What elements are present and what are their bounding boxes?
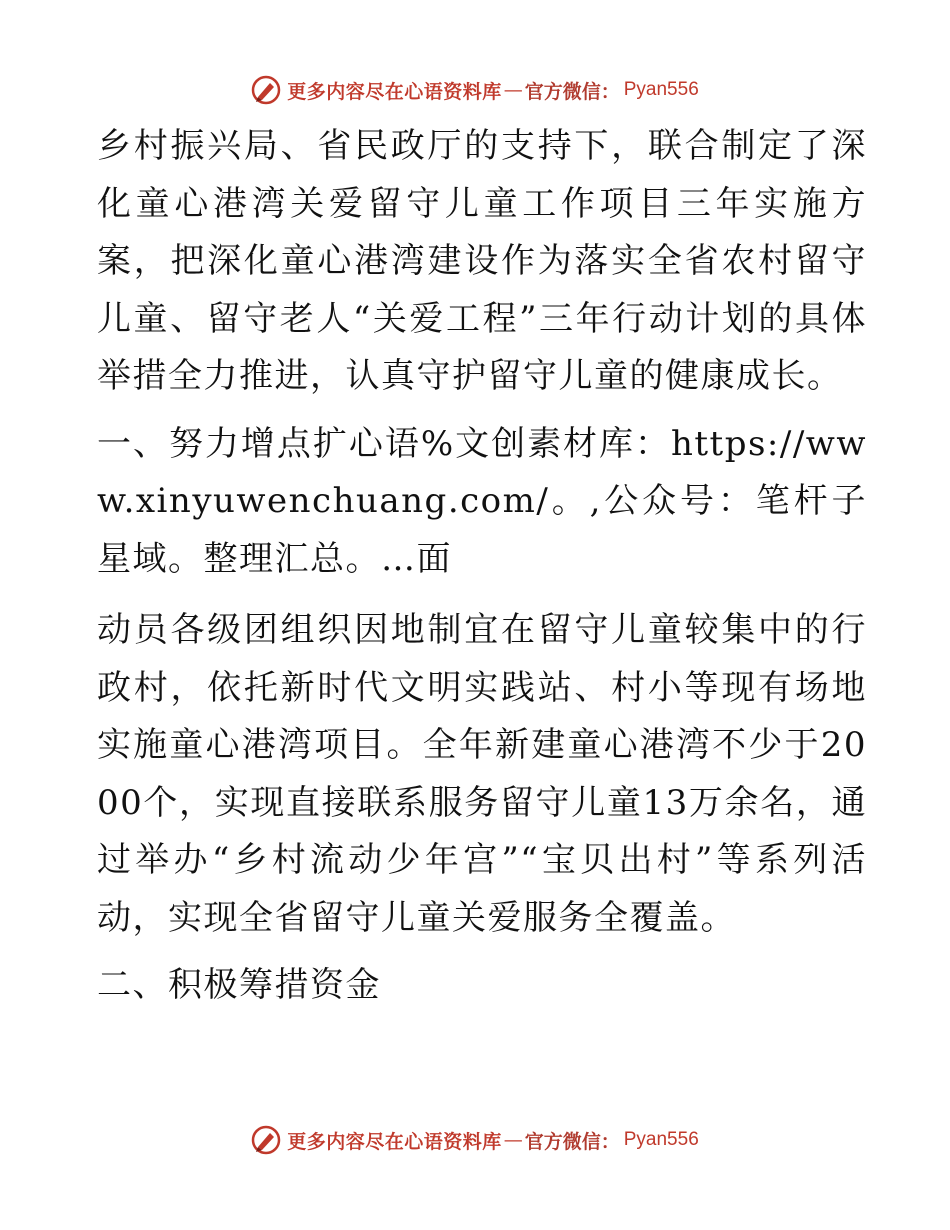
paragraph-section-one: 一、努力增点扩心语%文创素材库：https://www.xinyuwenchuang.com/。,公众号：笔杆子星域。整理汇总。…面: [97, 423, 867, 579]
footer-wechat-id: Pyan556: [623, 1129, 699, 1150]
footer-dash: —: [503, 1129, 523, 1151]
paragraph-intro: 乡村振兴局、省民政厅的支持下，联合制定了深化童心港湾关爱留守儿童工作项目三年实施方案，把深化童心港湾建设作为落实全省农村留守儿童、留守老人“关爱工程”三年行动计划的具体举措全力推进，认真守护留守儿童的健康成长。: [97, 126, 867, 396]
document-body: [97, 118, 867, 1015]
header-wechat-id: Pyan556: [623, 79, 699, 100]
pen-logo-icon: [251, 1125, 281, 1155]
footer-watermark: [0, 1120, 950, 1160]
footer-brand-text: 更多内容尽在心语资料库: [287, 1130, 502, 1153]
header-watermark: [0, 70, 950, 110]
header-dash: —: [503, 79, 523, 101]
paragraph-mobilize: 动员各级团组织因地制宜在留守儿童较集中的行政村，依托新时代文明实践站、村小等现有场地实施童心港湾项目。全年新建童心港湾不少于2000个，实现直接联系服务留守儿童13万余名，通过举办“乡村流动少年宫”“宝贝出村”等系列活动，实现全省留守儿童关爱服务全覆盖。: [97, 610, 867, 938]
pen-logo-icon: [251, 75, 281, 105]
footer-wechat-label: 官方微信：: [524, 1130, 620, 1153]
header-brand-text: 更多内容尽在心语资料库: [287, 80, 502, 103]
paragraph-section-two: 二、积极筹措资金: [97, 965, 381, 1005]
header-wechat-label: 官方微信：: [524, 80, 620, 103]
